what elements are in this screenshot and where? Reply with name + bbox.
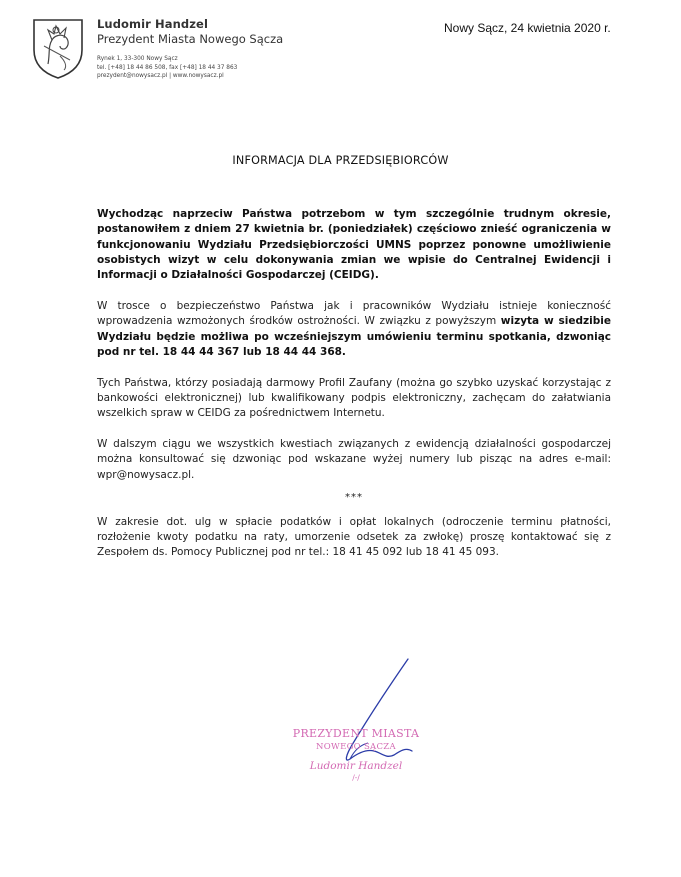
paragraph-3: Tych Państwa, którzy posiadają darmowy Profil Zaufany (można go szybko uzyskać korzystając z bankowości elektronicznej) lub kwalifikowany podpis elektroniczny, zachęcam do załatwiania wszelkich spraw w CEIDG za pośrednictwem Internetu. [97, 376, 611, 420]
letter-date: Nowy Sącz, 24 kwietnia 2020 r. [444, 21, 611, 35]
letterhead [97, 17, 283, 81]
section-separator: *** [345, 492, 363, 504]
coat-of-arms-icon [30, 16, 86, 80]
document-heading: INFORMACJA DLA PRZEDSIĘBIORCÓW [232, 154, 449, 167]
stamp-name: Ludomir Handzel [309, 760, 403, 772]
letterhead-name: Ludomir Handzel [97, 17, 208, 31]
official-stamp [276, 727, 436, 783]
letterhead-phone: tel. [+48] 18 44 86 508, fax [+48] 18 44 37 863 [97, 64, 238, 71]
paragraph-4: W dalszym ciągu we wszystkich kwestiach związanych z ewidencją działalności gospodarczej można konsultować się dzwoniąc pod wskazane wyżej numery lub pisząc na adres e-mail: wpr@nowysacz.pl. [97, 438, 611, 481]
paragraph-2-emphasis: wizyta w siedzibie Wydziału będzie możliwa po wcześniejszym umówieniu terminu spotkania, dzwoniąc pod nr tel. 18 44 44 367 lub 18 44 44 368. [97, 315, 611, 358]
stamp-title: PREZYDENT MIASTA [292, 727, 420, 740]
letterhead-title: Prezydent Miasta Nowego Sącza [97, 32, 284, 46]
stamp-city: NOWEGO SĄCZA [316, 742, 396, 752]
paragraph-2 [97, 299, 611, 360]
letter-body [97, 207, 611, 576]
paragraph-2-text: W trosce o bezpieczeństwo Państwa jak i pracowników Wydziału istnieje konieczność wprowadzenia wzmożonych środków ostrożności. W związku z powyższym [97, 299, 611, 328]
stamp-mark: /-/ [352, 773, 360, 782]
letterhead-address: Rynek 1, 33-300 Nowy Sącz [97, 56, 178, 62]
paragraph-1: Wychodząc naprzeciw Państwa potrzebom w tym szczególnie trudnym okresie, postanowiłem z dniem 27 kwietnia br. (poniedziałek) częściowo znieść ograniczenia w funkcjonowaniu Wydziału Przedsiębiorczości UMNS poprzez ponowne umożliwienie osobistych wizyt w celu dokonywania zmian we wpisie do Centralnej Ewidencji i Informacji o Działalności Gospodarczej (CEIDG). [97, 208, 611, 282]
paragraph-5: W zakresie dot. ulg w spłacie podatków i opłat lokalnych (odroczenie terminu płatności, rozłożenie kwoty podatku na raty, umorzenie odsetek za zwłokę) proszę kontaktować się z Zespołem ds. Pomocy Publicznej pod nr tel.: 18 41 45 092 lub 18 41 45 093. [97, 515, 611, 559]
letterhead-contact: prezydent@nowysacz.pl | www.nowysacz.pl [97, 73, 224, 80]
